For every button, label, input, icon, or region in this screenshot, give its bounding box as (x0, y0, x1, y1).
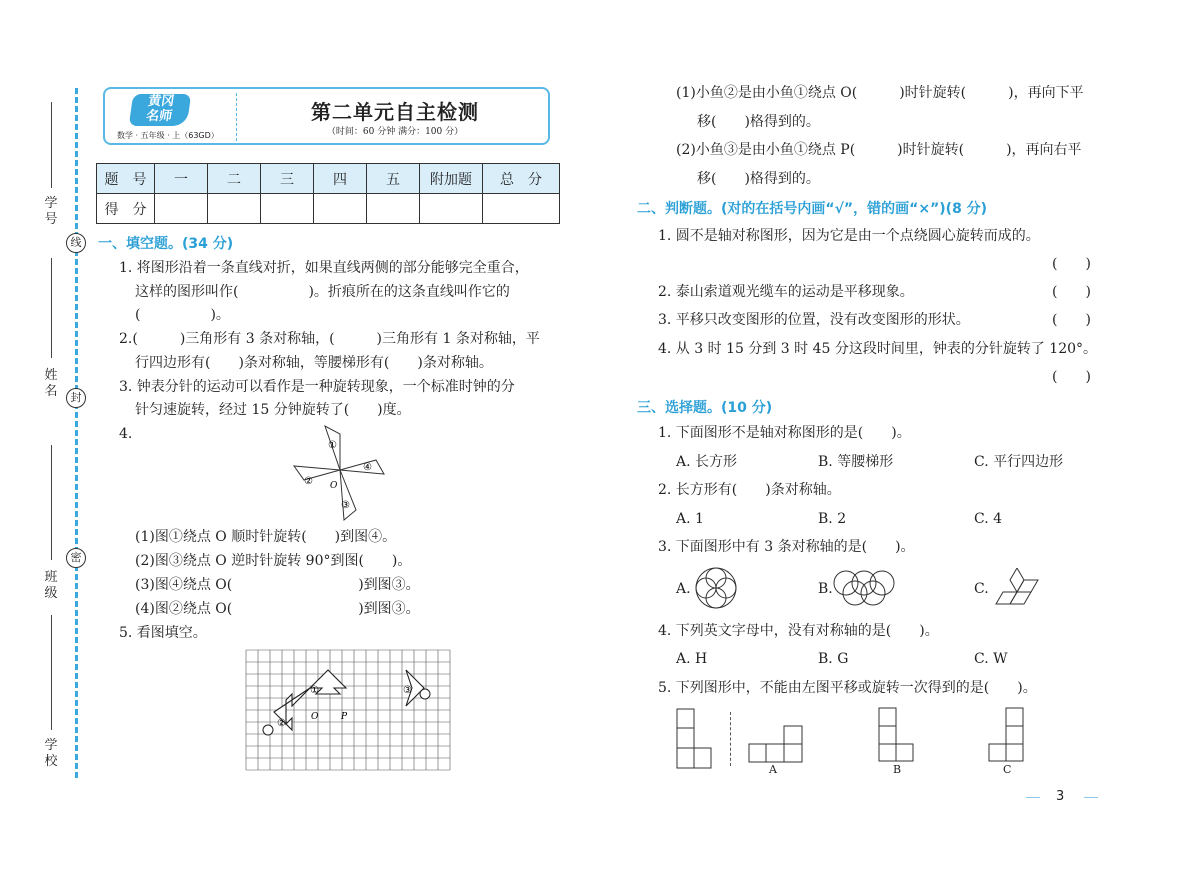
choice-q2-option-a[interactable]: A. 1 (676, 511, 704, 527)
figure-piece-4 (340, 460, 384, 474)
section2-heading: 二、判断题。(对的在括号内画“√”，错的画“×”)(8 分) (637, 201, 988, 217)
figure-label-2: ② (304, 476, 313, 487)
fish-q2-line1: (2)小鱼③是由小鱼①绕点 P( )时针旋转( )，再向右平 (676, 142, 1082, 158)
choice-q5: 5. 下列图形中，不能由左图平移或旋转一次得到的是( )。 (658, 680, 1037, 696)
fill-q3-line1: 3. 钟表分针的运动可以看作是一种旋转现象，一个标准时钟的分 (119, 379, 515, 395)
fill-q2-line2: 行四边形有( )条对称轴，等腰梯形有( )条对称轴。 (135, 355, 493, 371)
judge-q2-answer[interactable]: ( ) (1052, 284, 1091, 300)
choice-q1-option-b[interactable]: B. 等腰梯形 (818, 454, 894, 470)
choice-q4: 4. 下列英文字母中，没有对称轴的是( )。 (658, 623, 939, 639)
score-cell[interactable] (314, 194, 367, 224)
choice-q1-option-c[interactable]: C. 平行四边形 (974, 454, 1064, 470)
school-fill-line (51, 615, 52, 730)
fill-q2-line1: 2.( )三角形有 3 条对称轴，( )三角形有 1 条对称轴，平 (119, 331, 540, 347)
brand-logo: 黄冈 名师 (129, 94, 191, 126)
choice-q4-option-c[interactable]: C. W (974, 651, 1008, 667)
score-cell[interactable] (155, 194, 208, 224)
figure-label-4: ④ (363, 462, 372, 473)
grid-label-p: P (341, 712, 348, 722)
class-fill-line (51, 445, 52, 560)
grid-label-2: ② (277, 718, 286, 729)
judge-q3: 3. 平移只改变图形的位置，没有改变图形的形状。 (658, 312, 970, 328)
score-row-label: 得 分 (97, 194, 155, 224)
choice-q1-option-a[interactable]: A. 长方形 (676, 454, 738, 470)
fish-q2-line2: 移( )格得到的。 (697, 171, 820, 187)
subject-grade: 数学 · 五年级 · 上（63GD） (117, 131, 219, 140)
q5-option-a-shape (748, 725, 806, 765)
grid-label-1: ① (310, 685, 319, 696)
q5-option-c[interactable]: C (1003, 763, 1012, 776)
choice-q3-option-c[interactable]: C. (974, 581, 989, 597)
score-cell[interactable] (367, 194, 420, 224)
fill-q3-line2: 针匀速旋转，经过 15 分钟旋转了( )度。 (135, 402, 411, 418)
section3-heading: 三、选择题。(10 分) (637, 400, 773, 416)
fish-grid-figure (244, 648, 452, 776)
exam-time-score: （时间：60 分钟 满分：100 分） (326, 127, 464, 137)
score-header-cell: 五 (367, 164, 420, 194)
score-header-cell: 一 (155, 164, 208, 194)
q5-option-c-shape (988, 707, 1028, 763)
name-fill-line (51, 258, 52, 358)
page-number-line-right (1084, 797, 1098, 798)
figure-piece-2 (294, 466, 340, 480)
choice-q1: 1. 下面图形不是轴对称图形的是( )。 (658, 425, 911, 441)
section1-heading: 一、填空题。(34 分) (98, 236, 234, 252)
page-number-line-left (1026, 797, 1040, 798)
student-no-fill-line (51, 102, 52, 188)
score-table (96, 163, 560, 224)
page-number: 3 (1056, 789, 1065, 804)
score-header-cell: 三 (261, 164, 314, 194)
score-cell[interactable] (261, 194, 314, 224)
fill-q4-3: (3)图④绕点 O( )到图③。 (135, 577, 420, 593)
score-header-cell: 二 (208, 164, 261, 194)
judge-q1: 1. 圆不是轴对称图形，因为它是由一个点绕圆心旋转而成的。 (658, 228, 1040, 244)
fill-q5-label: 5. 看图填空。 (119, 625, 207, 641)
seal-secret-mark: 密 (66, 548, 86, 568)
choice-q4-option-a[interactable]: A. H (676, 651, 708, 667)
figure-label-1: ① (328, 440, 337, 451)
fill-q1-line2: 这样的图形叫作( )。折痕所在的这条直线叫作它的 (135, 284, 510, 300)
score-header-cell: 附加题 (420, 164, 483, 194)
olympic-rings-figure (832, 568, 896, 608)
q5-divider (730, 712, 731, 766)
rotation-figure (290, 422, 390, 522)
fill-q4-1: (1)图①绕点 O 顺时针旋转( )到图④。 (135, 529, 397, 545)
binding-dashed-line (75, 88, 78, 778)
q5-option-b-shape (878, 707, 918, 763)
fill-q4-label: 4. (119, 426, 133, 442)
fish-3-eye (420, 689, 430, 699)
judge-q1-answer[interactable]: ( ) (1052, 256, 1091, 272)
grid-label-3: ③ (403, 685, 412, 696)
fill-q1-line3: ( )。 (135, 307, 230, 323)
choice-q2-option-c[interactable]: C. 4 (974, 511, 1003, 527)
choice-q3: 3. 下面图形中有 3 条对称轴的是( )。 (658, 539, 915, 555)
fill-q4-4: (4)图②绕点 O( )到图③。 (135, 601, 420, 617)
page-title: 第二单元自主检测 (311, 100, 479, 124)
q5-original-shape (676, 708, 716, 770)
score-header-cell: 题 号 (97, 164, 155, 194)
judge-q4: 4. 从 3 时 15 分到 3 时 45 分这段时间里，钟表的分针旋转了 120°。 (658, 341, 1098, 357)
judge-q4-answer[interactable]: ( ) (1052, 369, 1091, 385)
judge-q2: 2. 泰山索道观光缆车的运动是平移现象。 (658, 284, 914, 300)
figure-label-o: O (330, 481, 338, 491)
fish-2-eye (263, 725, 273, 735)
three-rhombus-figure (992, 568, 1042, 612)
four-circle-figure (694, 566, 738, 610)
school-label: 学 校 (44, 738, 58, 769)
score-cell[interactable] (483, 194, 560, 224)
judge-q3-answer[interactable]: ( ) (1052, 312, 1091, 328)
choice-q3-option-a[interactable]: A. (676, 581, 691, 597)
seal-line-mark: 线 (66, 233, 86, 253)
choice-q4-option-b[interactable]: B. G (818, 651, 849, 667)
seal-seal-mark: 封 (66, 388, 86, 408)
fill-q1-line1: 1. 将图形沿着一条直线对折，如果直线两侧的部分能够完全重合， (119, 260, 529, 276)
score-cell[interactable] (420, 194, 483, 224)
fish-q1-line2: 移( )格得到的。 (697, 114, 820, 130)
choice-q2: 2. 长方形有( )条对称轴。 (658, 482, 841, 498)
score-cell[interactable] (208, 194, 261, 224)
fill-q4-2: (2)图③绕点 O 逆时针旋转 90°到图( )。 (135, 553, 412, 569)
score-header-cell: 四 (314, 164, 367, 194)
figure-piece-3 (340, 470, 356, 520)
q5-option-b[interactable]: B (893, 763, 902, 776)
fish-q1-line1: (1)小鱼②是由小鱼①绕点 O( )时针旋转( )，再向下平 (676, 85, 1084, 101)
q5-option-a[interactable]: A (769, 763, 777, 776)
choice-q2-option-b[interactable]: B. 2 (818, 511, 847, 527)
figure-label-3: ③ (341, 500, 350, 511)
score-header-cell: 总 分 (483, 164, 560, 194)
header-divider (236, 93, 237, 141)
grid-label-o: O (311, 712, 319, 722)
class-label: 班 级 (44, 570, 58, 601)
choice-q3-option-b[interactable]: B. (818, 581, 833, 597)
student-no-label: 学 号 (44, 196, 58, 227)
header-card (103, 87, 550, 145)
name-label: 姓 名 (44, 368, 58, 399)
